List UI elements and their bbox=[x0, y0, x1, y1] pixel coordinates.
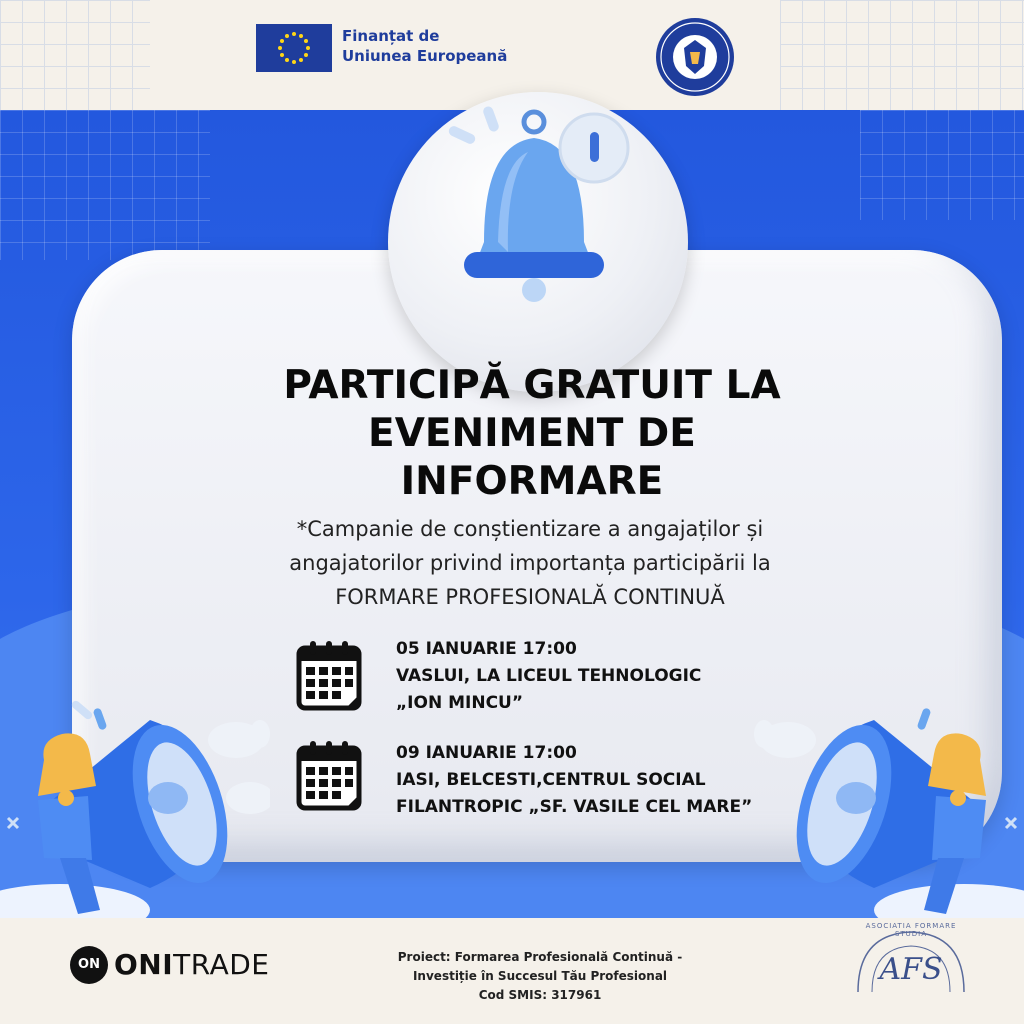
calendar-icon bbox=[296, 740, 362, 812]
event-date: 09 IANUARIE 17:00 bbox=[396, 743, 577, 763]
blue-grid-left bbox=[0, 110, 210, 260]
government-seal-icon bbox=[654, 16, 736, 98]
afs-logo bbox=[846, 922, 976, 1004]
event-location: IASI, BELCESTI,CENTRUL SOCIAL bbox=[396, 770, 706, 790]
subtitle-line1: *Campanie de conștientizare a angajaților și bbox=[296, 517, 764, 541]
title-line3: INFORMARE bbox=[400, 459, 664, 504]
event-item bbox=[396, 636, 701, 717]
event-item bbox=[396, 740, 752, 821]
event-location: VASLUI, LA LICEUL TEHNOLOGIC bbox=[396, 666, 702, 686]
calendar-icon bbox=[296, 640, 362, 712]
bell-circle bbox=[388, 92, 688, 392]
eu-funding-label bbox=[342, 26, 507, 66]
subtitle-line3: FORMARE PROFESIONALĂ CONTINUĂ bbox=[335, 585, 725, 609]
title-line1: PARTICIPĂ GRATUIT LA bbox=[283, 363, 781, 408]
megaphone-icon bbox=[0, 700, 270, 930]
project-line2: Investiție în Succesul Tău Profesional bbox=[412, 969, 668, 983]
top-right-grid bbox=[780, 0, 1024, 110]
project-line1: Proiect: Formarea Profesională Continuă - bbox=[397, 950, 683, 964]
subtitle-line2: angajatorilor privind importanța participării la bbox=[289, 551, 771, 575]
campaign-subtitle bbox=[160, 512, 900, 614]
blue-grid-right bbox=[860, 110, 1024, 220]
afs-logo-text: AFS bbox=[879, 952, 943, 987]
onitrade-logo bbox=[114, 948, 270, 981]
onitrade-badge-icon bbox=[70, 946, 108, 984]
title-line2: EVENIMENT DE bbox=[368, 411, 696, 456]
eu-label-line2: Uniunea Europeană bbox=[342, 47, 508, 65]
event-location-detail: FILANTROPIC „SF. VASILE CEL MARE” bbox=[396, 797, 753, 817]
project-line3: Cod SMIS: 317961 bbox=[478, 988, 602, 1002]
top-left-grid bbox=[0, 0, 150, 110]
project-info bbox=[385, 948, 695, 1005]
eu-label-line1: Finanțat de bbox=[342, 27, 440, 45]
government-seal-text bbox=[0, 0, 1, 1]
brand-regular: TRADE bbox=[173, 948, 270, 981]
afs-ring-text: ASOCIATIA FORMARE STUDIA bbox=[865, 922, 957, 938]
brand-bold: ONI bbox=[114, 948, 174, 981]
page-title bbox=[200, 362, 864, 506]
event-location-detail: „ION MINCU” bbox=[396, 693, 524, 713]
bell-icon bbox=[388, 92, 688, 392]
onitrade-badge-text: ON bbox=[78, 957, 100, 972]
eu-flag-icon bbox=[256, 24, 332, 72]
event-date: 05 IANUARIE 17:00 bbox=[396, 639, 577, 659]
megaphone-icon bbox=[754, 700, 1024, 930]
